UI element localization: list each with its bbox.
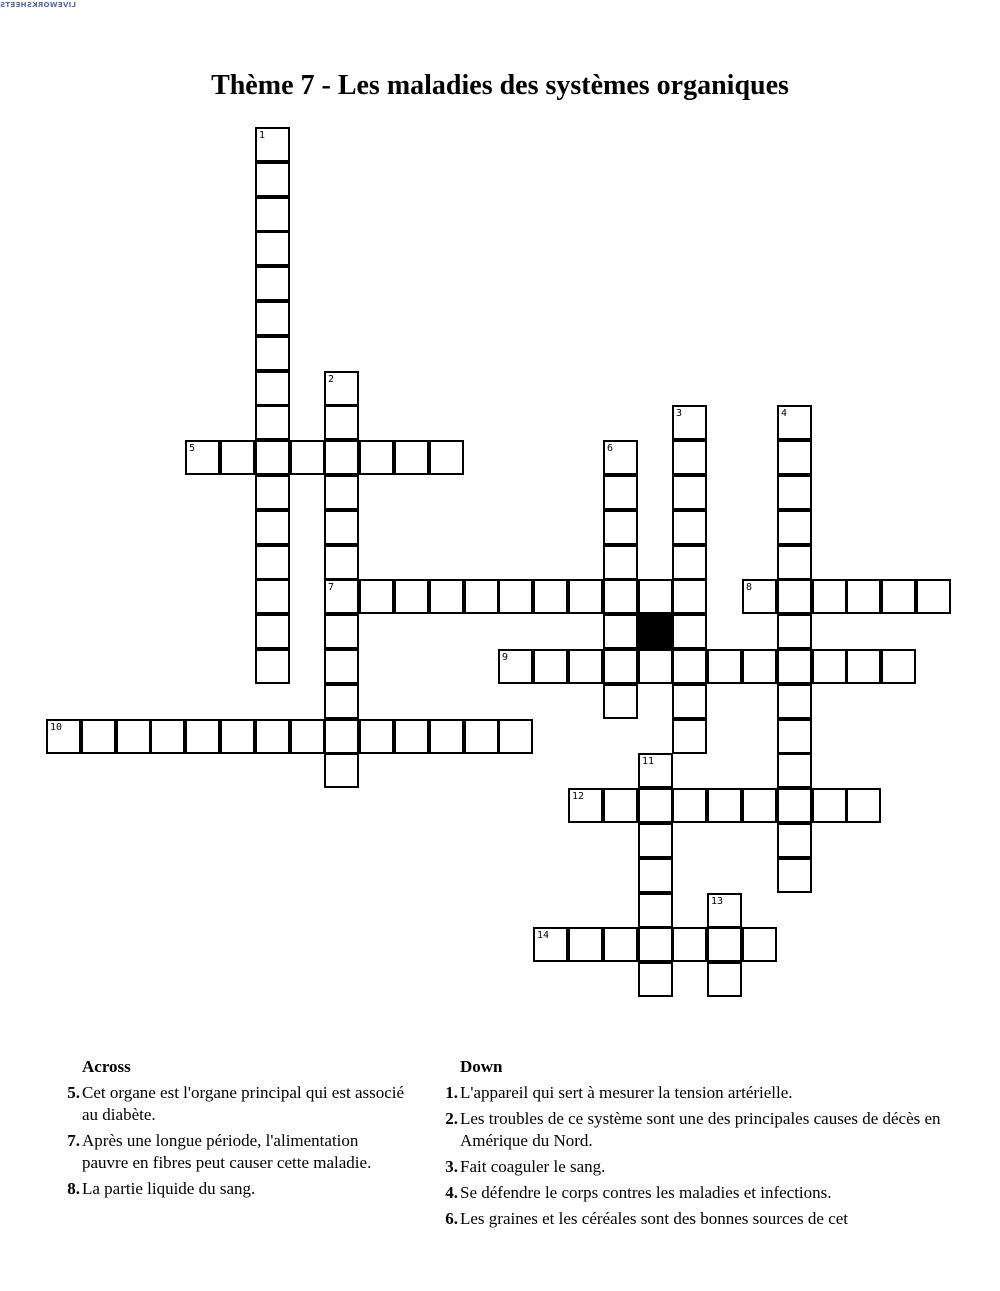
crossword-cell[interactable] [603, 579, 638, 614]
crossword-cell[interactable] [603, 475, 638, 510]
clue-number: 8. [67, 1179, 80, 1198]
crossword-cell[interactable] [638, 893, 673, 928]
clue-down-1 [440, 1082, 960, 1104]
clue-number: 2. [445, 1109, 458, 1128]
crossword-cell[interactable] [359, 440, 394, 475]
across-heading: Across [82, 1057, 131, 1076]
crossword-cell[interactable] [777, 823, 812, 858]
clue-across-5 [62, 1082, 407, 1126]
crossword-cell[interactable] [255, 440, 290, 475]
crossword-cell[interactable] [255, 231, 290, 266]
crossword-cell[interactable] [498, 719, 533, 754]
crossword-cell[interactable] [603, 545, 638, 580]
crossword-cell[interactable] [603, 649, 638, 684]
crossword-cell[interactable] [324, 684, 359, 719]
crossword-cell[interactable] [255, 266, 290, 301]
crossword-cell[interactable] [255, 719, 290, 754]
down-clues [440, 1056, 960, 1234]
clue-number: 7. [67, 1131, 80, 1150]
crossword-cell[interactable] [255, 405, 290, 440]
crossword-cell[interactable] [777, 545, 812, 580]
crossword-cell[interactable] [255, 162, 290, 197]
crossword-cell[interactable] [255, 127, 290, 162]
crossword-cell[interactable] [533, 927, 568, 962]
crossword-cell[interactable] [777, 475, 812, 510]
crossword-cell[interactable] [290, 440, 325, 475]
crossword-cell[interactable] [324, 510, 359, 545]
crossword-cell[interactable] [46, 719, 81, 754]
cell-number: 8 [746, 582, 753, 593]
crossword-cell[interactable] [707, 962, 742, 997]
crossword-cell[interactable] [533, 579, 568, 614]
crossword-cell[interactable] [255, 336, 290, 371]
crossword-cell[interactable] [672, 579, 707, 614]
clue-text: Les graines et les céréales sont des bonnes sources de cet [460, 1209, 849, 1228]
cell-number: 6 [607, 443, 614, 454]
crossword-cell[interactable] [672, 545, 707, 580]
cell-number: 9 [502, 652, 509, 663]
crossword-cell[interactable] [742, 579, 777, 614]
crossword-cell[interactable] [916, 579, 951, 614]
crossword-cell[interactable] [672, 405, 707, 440]
crossword-cell[interactable] [394, 579, 429, 614]
across-clues [62, 1056, 407, 1204]
crossword-cell[interactable] [568, 788, 603, 823]
crossword-cell[interactable] [116, 719, 151, 754]
crossword-cell[interactable] [394, 719, 429, 754]
crossword-cell[interactable] [464, 579, 499, 614]
crossword-cell[interactable] [742, 927, 777, 962]
crossword-cell[interactable] [568, 649, 603, 684]
crossword-cell[interactable] [672, 788, 707, 823]
clue-down-4 [440, 1182, 960, 1204]
clue-down-3 [440, 1156, 960, 1178]
crossword-cell[interactable] [638, 962, 673, 997]
crossword-cell[interactable] [777, 440, 812, 475]
crossword-cell[interactable] [638, 927, 673, 962]
crossword-cell[interactable] [359, 719, 394, 754]
crossword-cell[interactable] [777, 614, 812, 649]
crossword-cell[interactable] [881, 649, 916, 684]
crossword-cell[interactable] [638, 858, 673, 893]
crossword-cell[interactable] [603, 510, 638, 545]
crossword-cell[interactable] [429, 440, 464, 475]
cell-number: 2 [328, 374, 335, 385]
clue-text: Fait coaguler le sang. [460, 1157, 606, 1176]
crossword-cell[interactable] [638, 823, 673, 858]
clue-text: Les troubles de ce système sont une des principales causes de décès en Amérique du Nord. [460, 1109, 941, 1150]
clue-number: 3. [445, 1157, 458, 1176]
crossword-cell[interactable] [638, 753, 673, 788]
crossword-cell[interactable] [672, 684, 707, 719]
crossword-cell[interactable] [255, 475, 290, 510]
crossword-cell[interactable] [464, 719, 499, 754]
crossword-cell[interactable] [672, 649, 707, 684]
cell-number: 13 [711, 896, 724, 907]
cell-number: 1 [259, 130, 266, 141]
crossword-cell[interactable] [672, 475, 707, 510]
watermark-logo: LIVEWORKSHEETS [0, 1, 76, 9]
crossword-cell[interactable] [603, 927, 638, 962]
crossword-cell[interactable] [846, 649, 881, 684]
crossword-cell[interactable] [707, 788, 742, 823]
crossword-cell[interactable] [742, 649, 777, 684]
crossword-cell[interactable] [777, 788, 812, 823]
crossword-cell[interactable] [185, 719, 220, 754]
crossword-cell[interactable] [255, 614, 290, 649]
crossword-cell[interactable] [638, 579, 673, 614]
crossword-cell[interactable] [672, 719, 707, 754]
crossword-cell[interactable] [290, 719, 325, 754]
clue-text: Cet organe est l'organe principal qui est associé au diabète. [82, 1083, 405, 1124]
crossword-cell[interactable] [429, 579, 464, 614]
crossword-cell[interactable] [324, 545, 359, 580]
crossword-cell[interactable] [812, 579, 847, 614]
crossword-cell[interactable] [185, 440, 220, 475]
crossword-cell[interactable] [255, 301, 290, 336]
crossword-cell[interactable] [603, 788, 638, 823]
clue-down-6 [440, 1208, 960, 1230]
cell-number: 5 [189, 443, 196, 454]
clue-text: Se défendre le corps contres les maladies et infections. [460, 1183, 832, 1202]
crossword-cell[interactable] [777, 719, 812, 754]
clue-number: 6. [445, 1209, 458, 1228]
crossword-cell[interactable] [742, 788, 777, 823]
clue-number: 4. [445, 1183, 458, 1202]
clue-text: La partie liquide du sang. [82, 1179, 256, 1198]
crossword-cell[interactable] [638, 649, 673, 684]
crossword-cell[interactable] [429, 719, 464, 754]
crossword-cell[interactable] [707, 927, 742, 962]
cell-number: 7 [328, 582, 335, 593]
crossword-cell[interactable] [672, 927, 707, 962]
cell-number: 12 [572, 791, 585, 802]
crossword-cell[interactable] [672, 614, 707, 649]
crossword-cell[interactable] [777, 753, 812, 788]
crossword-cell[interactable] [777, 579, 812, 614]
cell-number: 4 [781, 408, 788, 419]
crossword-cell[interactable] [220, 719, 255, 754]
crossword-cell[interactable] [394, 440, 429, 475]
crossword-cell[interactable] [255, 579, 290, 614]
crossword-cell[interactable] [707, 893, 742, 928]
crossword-cell[interactable] [777, 684, 812, 719]
down-heading: Down [460, 1057, 503, 1076]
crossword-cell[interactable] [777, 858, 812, 893]
crossword-cell[interactable] [603, 614, 638, 649]
crossword-cell[interactable] [603, 440, 638, 475]
crossword-cell[interactable] [707, 649, 742, 684]
cell-number: 10 [50, 722, 63, 733]
crossword-cell[interactable] [324, 579, 359, 614]
crossword-cell[interactable] [150, 719, 185, 754]
clue-number: 5. [67, 1083, 80, 1102]
crossword-cell[interactable] [324, 649, 359, 684]
crossword-cell[interactable] [324, 405, 359, 440]
crossword-cell[interactable] [498, 649, 533, 684]
crossword-cell[interactable] [777, 510, 812, 545]
clue-across-7 [62, 1130, 407, 1174]
crossword-cell[interactable] [324, 753, 359, 788]
crossword-cell[interactable] [846, 579, 881, 614]
crossword-cell[interactable] [812, 649, 847, 684]
clue-number: 1. [445, 1083, 458, 1102]
crossword-cell[interactable] [324, 475, 359, 510]
crossword-cell[interactable] [220, 440, 255, 475]
crossword-cell[interactable] [638, 788, 673, 823]
clue-text: L'appareil qui sert à mesurer la tension artérielle. [460, 1083, 793, 1102]
page-title: Thème 7 - Les maladies des systèmes organiques [211, 70, 789, 101]
crossword-cell[interactable] [568, 927, 603, 962]
crossword-cell[interactable] [603, 684, 638, 719]
crossword-cell[interactable] [533, 649, 568, 684]
crossword-cell[interactable] [846, 788, 881, 823]
crossword-cell[interactable] [324, 371, 359, 406]
crossword-cell[interactable] [324, 719, 359, 754]
crossword-cell[interactable] [81, 719, 116, 754]
crossword-cell[interactable] [881, 579, 916, 614]
crossword-cell[interactable] [324, 614, 359, 649]
crossword-cell[interactable] [777, 649, 812, 684]
crossword-cell[interactable] [255, 545, 290, 580]
crossword-cell[interactable] [672, 510, 707, 545]
crossword-cell[interactable] [498, 579, 533, 614]
crossword-cell[interactable] [568, 579, 603, 614]
clue-across-8 [62, 1178, 407, 1200]
crossword-cell[interactable] [359, 579, 394, 614]
crossword-cell[interactable] [812, 788, 847, 823]
crossword-cell[interactable] [255, 371, 290, 406]
crossword-cell[interactable] [324, 440, 359, 475]
clue-text: Après une longue période, l'alimentation pauvre en fibres peut causer cette maladie. [82, 1131, 372, 1172]
crossword-cell[interactable] [777, 405, 812, 440]
cell-number: 14 [537, 930, 550, 941]
crossword-black-cell [638, 614, 673, 649]
clue-down-2 [440, 1108, 960, 1152]
cell-number: 11 [642, 756, 655, 767]
crossword-cell[interactable] [255, 510, 290, 545]
crossword-cell[interactable] [672, 440, 707, 475]
cell-number: 3 [676, 408, 683, 419]
crossword-cell[interactable] [255, 197, 290, 232]
crossword-cell[interactable] [255, 649, 290, 684]
